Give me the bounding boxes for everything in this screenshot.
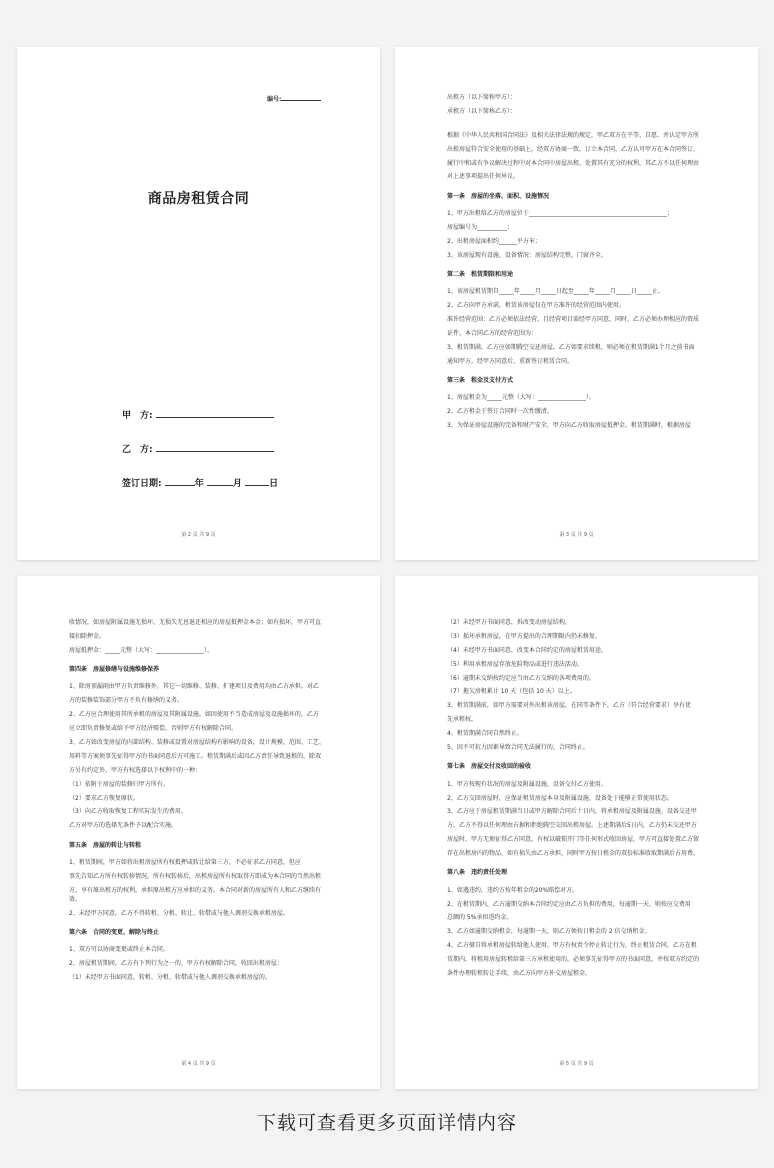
page-footer: 第 2 页 共 9 页	[181, 532, 216, 539]
text-line: 房屋抵押金：_____元整（大写：________________）。	[69, 646, 214, 654]
text-line: 3、租赁期满前，如甲方需要对外出租该房屋，在同等条件下，乙方（符合经营要求）享有优	[447, 702, 691, 710]
page-body	[447, 618, 706, 983]
text-line: 收情况，如房屋附属设施无损坏，无损失无息退还相应的房屋抵押金本金；如有损坏，甲方可直	[69, 619, 322, 626]
text-line: （2）未经甲方书面同意，拆改变动房屋结构。	[447, 619, 571, 626]
text-line: 2、乙方应合理使用其所承租的房屋及其附属设施。如因使用不当造成房屋及设施损坏的，乙方	[69, 711, 319, 719]
text-line: 房屋时，甲方无须征得乙方同意，有权以破锁开门等任何形式收回房屋，甲方可直接处置乙方留	[447, 836, 700, 844]
text-line: 准许经营范围：乙方必须依法经营，且经营项目需经甲方同意，同时，乙方必须办理相应的资质	[447, 316, 700, 324]
text-line: 2、乙方交回房屋时，应保证租赁房屋本身及附属设施、设备处于能够正常使用状态。	[447, 794, 673, 802]
contract-page-4	[17, 576, 380, 1089]
paragraph-gap	[447, 121, 706, 131]
text-line: 2、在租赁期内，乙方逾期交纳本合同约定应由乙方负担的费用，每逾期一天，则按应交费用	[447, 900, 691, 908]
text-line: 出租方（以下简称甲方）：	[447, 94, 517, 101]
text-line: 证件。本合同乙方的经营范围为：	[447, 329, 538, 337]
text-line: 1、甲方出租给乙方的房屋位于______________________________________________；	[447, 210, 673, 218]
section-heading: 第八条 违约责任处理	[447, 869, 508, 877]
text-line: 通知甲方，经甲方同意后，重新签订租赁合同。	[447, 357, 574, 365]
section-heading: 第三条 租金及支付方式	[447, 377, 514, 385]
contract-page-5	[395, 576, 758, 1089]
section-heading: 第一条 房屋的坐落、面积、设施情况	[447, 192, 550, 200]
text-line: 方的装修装饰部分甲方不负有修缮的义务。	[69, 697, 184, 705]
text-line: 总额的 5%承担违约金。	[447, 914, 513, 922]
text-line: 5、因不可抗力因素导致合同无法履行的，合同终止。	[447, 744, 589, 752]
text-line: 应立即负责修复或给予甲方经济赔偿，否则甲方有权解除合同。	[69, 725, 238, 733]
text-line: 根据《中华人民共和国合同法》及相关法律法规的规定，甲乙双方在平等、自愿、并认定甲方所	[447, 131, 700, 139]
page-footer: 第 5 页 共 9 页	[559, 1061, 594, 1068]
contract-title: 商品房租赁合同	[147, 191, 250, 207]
sign-date-row: 签订日期: 年 月 日	[122, 476, 278, 492]
text-line: （5）利用承租房屋存放危险物品或进行违法活动。	[447, 660, 583, 668]
section-heading: 第六条 合同的变更、解除与终止	[69, 929, 160, 937]
text-line: 1、甲方按现有状况的房屋及附属设施，设备交付乙方使用。	[447, 780, 607, 788]
text-line: 2、未经甲方同意，乙方不得转租、分租、转让、转借或与他人调剂交换承租房屋。	[69, 909, 289, 917]
text-line: 3、该房屋现有设施、设备情况：房屋结构完整，门窗齐全。	[447, 251, 607, 259]
download-caption: 下载可查看更多页面详情内容	[256, 1112, 517, 1134]
text-line: 2、乙方向甲方承诺，租赁该房屋仅在甲方准许的经营范围内使用。	[447, 302, 625, 310]
section-heading: 第四条 房屋修缮与设施维修保养	[69, 666, 160, 674]
section-heading: 第二条 租赁期限和用途	[447, 271, 514, 279]
text-line: （1）依附于房屋的装修归甲方所有。	[69, 780, 169, 788]
text-line: 方，享有原出租方的权利，承担原出租方应承担的义务。本合同对新的房屋所有人和乙方继续有效。	[69, 886, 322, 903]
text-line: 1、除房顶漏雨由甲方负责维修外，其它一切维修、装修、扩建项目及费用均由乙方承担。对乙	[69, 683, 319, 691]
text-line: 3、乙方如逾期交纳租金，每逾期一天，则乙方须按日租金的 2 倍交纳租金。	[447, 928, 651, 936]
text-line: （4）未经甲方书面同意，改变本合同约定的房屋租赁用途。	[447, 646, 607, 654]
text-line: 房屋编号为__________；	[447, 223, 514, 231]
text-line: 条件办理转租转让手续，由乙方向甲方补交房屋租金。	[447, 970, 592, 977]
text-line: 存在出租房内的物品，如有损失由乙方承担，同时甲方按日租金的双倍标准收取期满后占用费。	[447, 850, 700, 858]
text-line: （3）向乙方收取恢复工程实际发生的费用。	[69, 808, 187, 816]
page-body	[447, 93, 706, 435]
page-body	[69, 618, 328, 987]
text-line: 对上述事项提出任何异议。	[447, 173, 520, 181]
section-heading: 第七条 房屋交付及收回的验收	[447, 763, 532, 771]
text-line: 2、房屋租赁期间，乙方有下列行为之一的，甲方有权解除合同，收回出租房屋：	[69, 960, 283, 968]
text-line: 1、该房屋租赁期自_____年_____月_____日起至_____年_____月_____日_____止。	[447, 288, 664, 296]
text-line: 方另有约定外，甲方有权选择以下权利中的一种：	[69, 766, 202, 774]
text-line: 接扣除押金。	[69, 632, 106, 640]
contract-number: 编号:	[267, 94, 321, 104]
text-line: （7）拖欠房租累计 10 天（包括 10 天）以上。	[447, 688, 576, 696]
text-line: 2、乙方租金于签订合同时一次性缴清。	[447, 408, 553, 416]
text-line: （1）未经甲方书面同意，转租、分租、转借或与他人调剂交换承租房屋的。	[69, 974, 271, 982]
contract-page-3	[395, 47, 758, 560]
text-line: 出租房屋符合安全使用的基础上，经双方协商一致，订立本合同，乙方认可甲方在本合同签订、	[447, 145, 700, 153]
text-line: 赁期内，将租用房屋转租给第三方承租使用的，必须事先征得甲方的书面同意，并按双方约定的	[447, 956, 700, 964]
text-line: 4、租赁期满合同自然终止。	[447, 730, 523, 738]
text-line: 1、租赁期间，甲方如将出租房屋所有权抵押或转让给第三方，不必征求乙方同意，但应	[69, 858, 301, 866]
text-line: 4、乙方擅自将承租房屋转给他人使用，甲方有权责令停止转让行为，终止租赁合同。乙方在租	[447, 942, 697, 950]
text-line: （6）逾期未交纳按约定应当由乙方交纳的各项费用的。	[447, 674, 595, 682]
text-line: 1、房屋租金为_____元整（大写：________________）。	[447, 394, 595, 402]
text-line: （3）损坏承租房屋，在甲方提出的合理期限内仍未修复。	[447, 632, 601, 640]
page-footer: 第 4 页 共 9 页	[181, 1061, 216, 1068]
party-b-row: 乙 方:	[122, 442, 274, 458]
text-line: 承租方（以下简称乙方）：	[447, 107, 517, 115]
text-line: 先承租权。	[447, 716, 478, 724]
text-line: （2）要求乙方恢复原状。	[69, 794, 139, 802]
text-line: 乙方对甲方的选择无条件予以配合实施。	[69, 822, 178, 830]
text-line: 3、乙方应于房屋租赁期满当日或甲方解除合同后十日内，将承租房屋及附属设施、设备交还甲	[447, 808, 697, 816]
text-line: 3、为保证房屋设施的完备和财产安全，甲方向乙方收取房屋抵押金。租赁期满时，根据房屋	[447, 422, 691, 430]
text-line: 方。乙方不得以任何理由占据和拒绝腾空交回出租房屋。上述期满后5日内，乙方仍未交还甲方	[447, 822, 697, 830]
text-line: 用料等方案须事先征得甲方的书面同意后方可施工。租赁期满后或因乙方责任导致退租的，除双	[69, 752, 322, 760]
text-line: 履行中和或有争议解决过程中对本合同中房屋出租、处置其有充分的权利，其乙方不以任何理由	[447, 159, 700, 167]
contract-cover-page	[17, 47, 380, 560]
page-footer: 第 3 页 共 9 页	[559, 532, 594, 539]
text-line: 3、乙方如改变房屋的内部结构、装修或设置对房屋结构有影响的设备，设计规模、范围、工艺、	[69, 738, 325, 746]
text-line: 3、租赁期满，乙方应如期腾空交还房屋。乙方如要求续租，则必须在租赁期满1个月之前书面	[447, 343, 695, 351]
text-line: 1、双方可以协商变更或终止本合同。	[69, 946, 169, 954]
text-line: 事先告知乙方所有权转移情况。所有权转移后，出租房屋所有权取得方即成为本合同的当然出租	[69, 872, 322, 880]
text-line: 2、出租房屋面积约______平方米；	[447, 237, 541, 245]
party-a-row: 甲 方:	[122, 408, 274, 424]
section-heading: 第五条 房屋的转让与转租	[69, 841, 142, 849]
text-line: 1、如遇违约，违约方按年租金的20%赔偿对方。	[447, 886, 579, 894]
